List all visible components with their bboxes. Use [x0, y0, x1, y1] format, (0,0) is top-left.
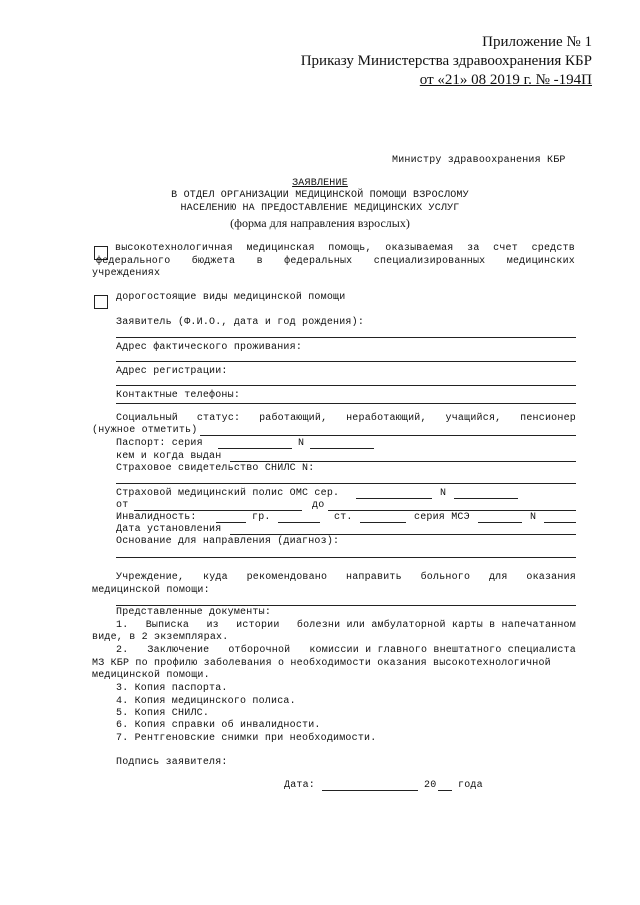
disability-degree-label: ст. [334, 512, 353, 523]
passport-n-label: N [298, 438, 305, 449]
word: медицинская [246, 243, 315, 254]
word: направить [346, 572, 402, 583]
word: Социальный [116, 413, 179, 424]
word: работающий, [259, 413, 328, 424]
passport-number-line[interactable] [310, 448, 374, 449]
word: рекомендовано [246, 572, 328, 583]
phones-label: Контактные телефоны: [116, 390, 241, 401]
word: статус: [196, 413, 241, 424]
word: федеральных [284, 256, 353, 267]
passport-series-line[interactable] [218, 448, 292, 449]
word: неработающий, [346, 413, 427, 424]
social-note-line[interactable] [200, 435, 576, 436]
issued-label: кем и когда выдан [116, 451, 222, 462]
applicant-label: Заявитель (Ф.И.О., дата и год рождения): [116, 317, 365, 328]
word: Учреждение, [116, 572, 185, 583]
title-subtitle: (форма для направления взрослых) [230, 216, 410, 230]
disability-n-label: N [530, 512, 537, 523]
word: высокотехнологичная [115, 243, 233, 254]
word: Заключение [147, 645, 210, 656]
basis-label: Основание для направления (диагноз): [116, 536, 340, 547]
word: оказания [526, 572, 576, 583]
oms-to-line[interactable] [328, 510, 576, 511]
date-line[interactable] [322, 790, 418, 791]
document-item-4: 4. Копия медицинского полиса. [116, 696, 296, 707]
disability-group-label: гр. [252, 512, 271, 523]
word: в [256, 256, 263, 267]
oms-label: Страховой медицинский полис ОМС сер. [116, 488, 340, 499]
address-reg-line[interactable] [116, 385, 576, 386]
word: федерального [96, 256, 171, 267]
document-item-2-cont2: медицинской помощи. [92, 670, 210, 681]
year-line[interactable] [438, 790, 452, 791]
disability-label: Инвалидность: [116, 512, 197, 523]
appendix-label: Приложение № 1 [482, 34, 592, 50]
disability-line[interactable] [216, 522, 246, 523]
snils-line[interactable] [116, 483, 576, 484]
passport-label: Паспорт: серия [116, 438, 203, 449]
title-line-3: НАСЕЛЕНИЮ НА ПРЕДОСТАВЛЕНИЕ МЕДИЦИНСКИХ УСЛУГ [180, 203, 460, 214]
address-actual-line[interactable] [116, 361, 576, 362]
oms-to-label: до [312, 500, 325, 511]
date-label: Дата: [284, 780, 316, 791]
applicant-line[interactable] [116, 337, 576, 338]
word: Выписка [145, 620, 190, 631]
word: больного [420, 572, 471, 583]
option2-label: дорогостоящие виды медицинской помощи [116, 292, 346, 303]
oms-series-line[interactable] [356, 498, 432, 499]
word: из [206, 620, 219, 631]
oms-from-label: от [116, 500, 129, 511]
word: отборочной [228, 645, 291, 656]
oms-number-line[interactable] [454, 498, 518, 499]
established-line[interactable] [230, 534, 576, 535]
document-item-2 [116, 645, 576, 656]
word: средств [531, 243, 575, 254]
document-title [0, 178, 640, 189]
address-actual-label: Адрес фактического проживания: [116, 342, 303, 353]
word: специализированных [373, 256, 486, 267]
word: пенсионер [520, 413, 576, 424]
document-item-1 [116, 620, 576, 631]
document-item-1-cont: виде, в 2 экземплярах. [92, 632, 229, 643]
signature-label: Подпись заявителя: [116, 757, 228, 768]
checkbox-expensive-care[interactable] [94, 295, 108, 309]
option1-line2 [96, 256, 575, 267]
document-item-3: 3. Копия паспорта. [116, 683, 228, 694]
word: медицинских [506, 256, 575, 267]
oms-from-line[interactable] [134, 510, 302, 511]
disability-group-line[interactable] [278, 522, 320, 523]
basis-line[interactable] [116, 557, 576, 558]
institution-line1 [116, 572, 576, 583]
snils-label: Страховое свидетельство СНИЛС N: [116, 463, 315, 474]
title-word: ЗАЯВЛЕНИЕ [292, 178, 348, 189]
social-note: (нужное отметить) [92, 425, 198, 436]
word: оказываемая [385, 243, 454, 254]
year-prefix: 20 [424, 780, 437, 791]
disability-degree-line[interactable] [360, 522, 406, 523]
word: куда [203, 572, 228, 583]
order-date-number: от «21» 08 2019 г. № -194П [419, 72, 592, 88]
document-item-2-cont: МЗ КБР по профилю заболевания о необходимости оказания высокотехнологичной [92, 658, 551, 669]
word: учащийся, [445, 413, 502, 424]
word: комиссии и главного внештатного специалиста [309, 645, 576, 656]
issued-line[interactable] [230, 461, 576, 462]
order-label: Приказу Министерства здравоохранения КБР [300, 53, 592, 69]
option1-line1 [115, 243, 575, 254]
word: истории [236, 620, 280, 631]
disability-number-line[interactable] [544, 522, 576, 523]
word: бюджета [191, 256, 236, 267]
disability-mse-line[interactable] [478, 522, 522, 523]
address-reg-label: Адрес регистрации: [116, 366, 228, 377]
word: счет [493, 243, 518, 254]
word: помощь, [328, 243, 372, 254]
document-item-7: 7. Рентгеновские снимки при необходимости. [116, 733, 377, 744]
title-line-2: В ОТДЕЛ ОРГАНИЗАЦИИ МЕДИЦИНСКОЙ ПОМОЩИ ВЗРОСЛОМУ [171, 190, 469, 201]
oms-n-label: N [440, 488, 447, 499]
established-label: Дата установления [116, 524, 222, 535]
phones-line[interactable] [116, 403, 576, 404]
option1-line3: учреждениях [92, 268, 161, 279]
document-item-6: 6. Копия справки об инвалидности. [116, 720, 321, 731]
word: за [467, 243, 480, 254]
documents-heading: Представленные документы: [116, 607, 272, 618]
document-item-5: 5. Копия СНИЛС. [116, 708, 210, 719]
institution-line[interactable] [116, 605, 576, 606]
word: 2. [116, 645, 129, 656]
addressee: Министру здравоохранения КБР [392, 155, 566, 166]
word: болезни или амбулаторной карты в напечатанном [296, 620, 576, 631]
word: 1. [116, 620, 129, 631]
year-suffix: года [458, 780, 483, 791]
social-status-line [116, 413, 576, 424]
disability-mse-label: серия МСЭ [414, 512, 470, 523]
institution-line2: медицинской помощи: [92, 585, 210, 596]
word: для [488, 572, 508, 583]
